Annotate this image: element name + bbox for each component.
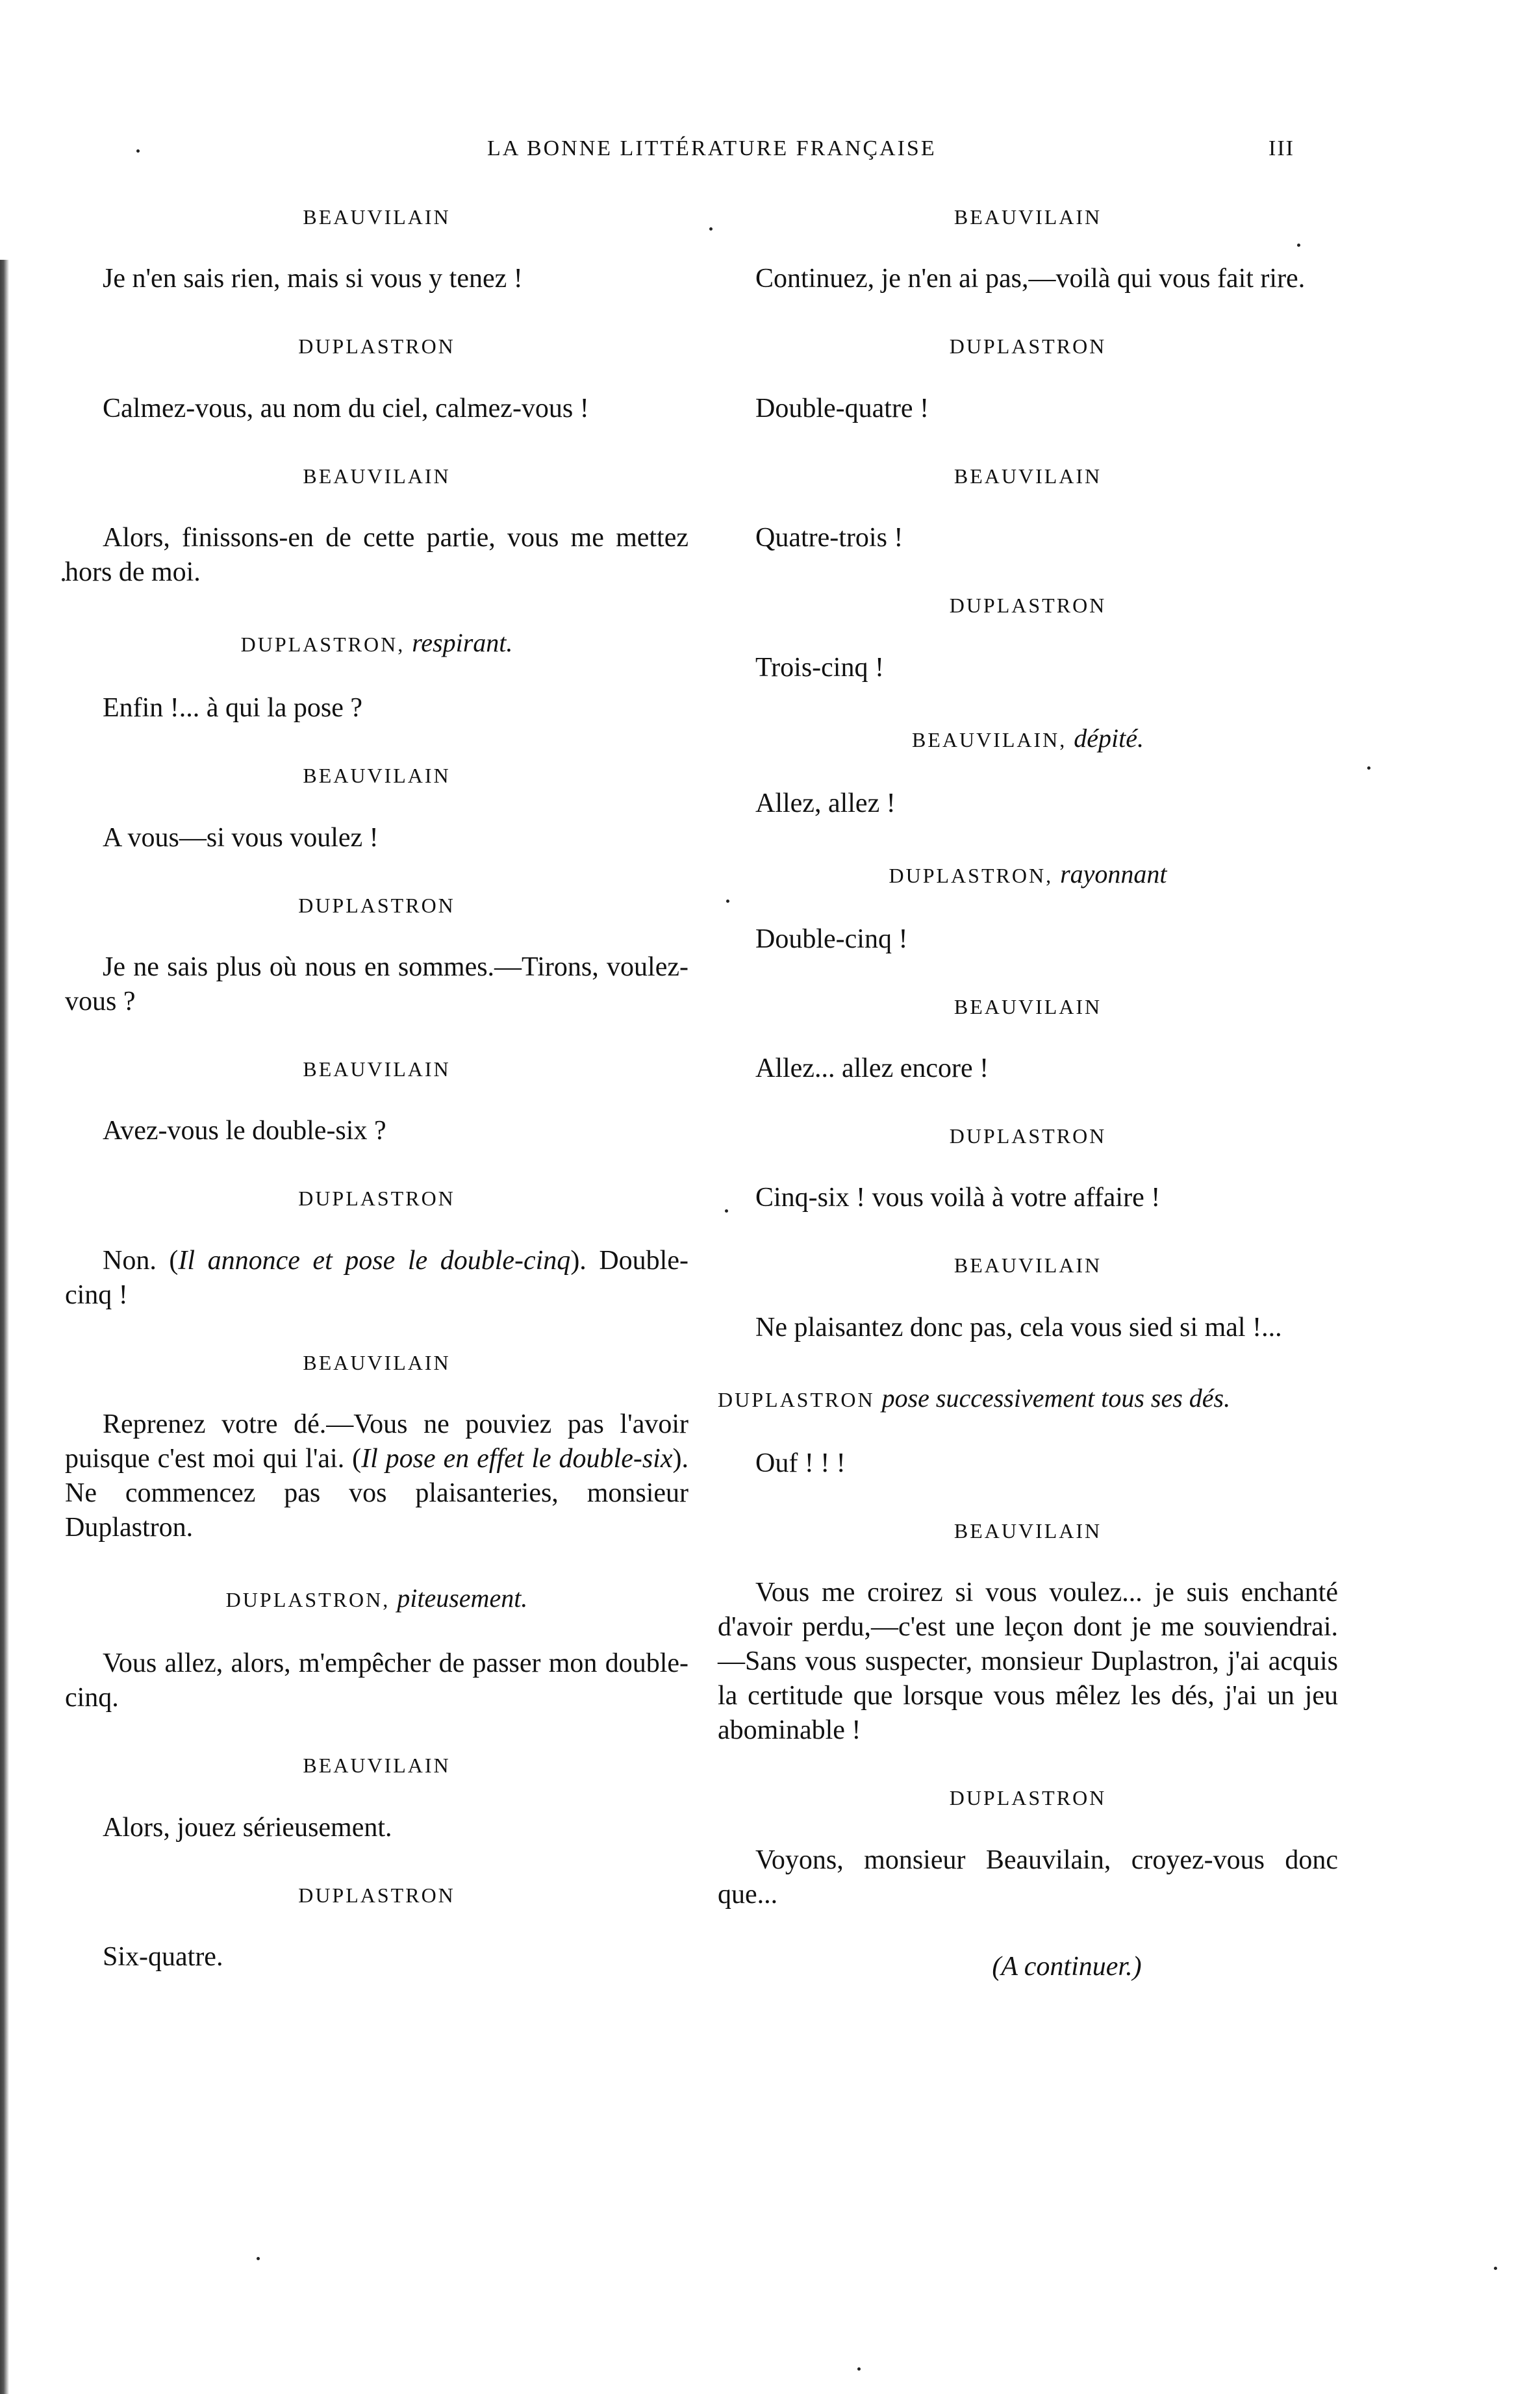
dialogue-line: Alors, jouez sérieusement. — [103, 1812, 392, 1843]
speaker-name: DUPLASTRON — [949, 1786, 1107, 1810]
dialogue-line: Continuez, je n'en ai pas,—voilà qui vous fait rire. — [755, 264, 1306, 294]
speaker-name: DUPLASTRON — [298, 1187, 455, 1211]
speaker-name: BEAUVILAIN — [953, 994, 1102, 1018]
dialogue-line: Je ne sais plus où nous en sommes.—Tirons, voulez-vous ? — [65, 951, 688, 1016]
scan-speck — [725, 1209, 728, 1213]
scan-speck — [1494, 2267, 1497, 2270]
dialogue-line — [65, 1244, 688, 1313]
speaker-name: BEAUVILAIN — [953, 1254, 1102, 1278]
speaker-with-direction — [65, 627, 688, 659]
dialogue-line: Ne plaisantez donc pas, cela vous sied si mal !... — [755, 1312, 1282, 1342]
closing-note: (A continuer.) — [992, 1951, 1142, 1982]
scan-speck — [726, 900, 729, 903]
speaker-name: BEAUVILAIN — [303, 205, 451, 229]
dialogue-text: Reprenez votre dé.—Vous ne pouviez pas l'avoir puisque c'est moi qui l'ai. ( — [65, 1409, 688, 1474]
speaker-name: DUPLASTRON — [718, 1387, 875, 1411]
right-column — [718, 205, 1338, 1984]
dialogue-text: ). Double-cinq ! — [65, 1245, 688, 1310]
stage-direction: rayonnant — [1060, 859, 1167, 888]
speaker-name: DUPLASTRON, — [889, 863, 1054, 887]
stage-direction: pose successivement tous ses dés. — [881, 1383, 1231, 1413]
speaker-with-direction — [718, 859, 1338, 890]
scan-speck — [1297, 244, 1300, 247]
speaker-name: BEAUVILAIN — [953, 464, 1102, 488]
left-column — [65, 205, 688, 2012]
speaker-name: BEAUVILAIN — [953, 1518, 1102, 1543]
scan-speck — [857, 2367, 861, 2371]
dialogue-line: Double-cinq ! — [755, 924, 908, 954]
dialogue-line — [65, 1407, 688, 1545]
to-be-continued — [718, 1950, 1338, 1984]
dialogue-line: A vous—si vous voulez ! — [103, 822, 379, 853]
dialogue-line: Allez... allez encore ! — [755, 1053, 989, 1083]
speaker-name: BEAUVILAIN — [953, 205, 1102, 229]
scan-speck — [257, 2257, 260, 2260]
dialogue-line: Voyons, monsieur Beauvilain, croyez-vous donc que... — [718, 1845, 1338, 1909]
dialogue-text: Non. ( — [103, 1245, 179, 1276]
stage-direction: Il pose en effet le double-six — [361, 1444, 673, 1474]
speaker-name: BEAUVILAIN, — [911, 727, 1067, 751]
scan-speck — [1367, 766, 1370, 770]
running-header — [0, 136, 1540, 169]
stage-direction: Il annonce et pose le double-cinq — [178, 1245, 571, 1276]
speaker-name: BEAUVILAIN — [303, 1057, 451, 1081]
stage-direction: dépité. — [1074, 723, 1144, 753]
dialogue-line: Cinq-six ! vous voilà à votre affaire ! — [755, 1183, 1161, 1213]
speaker-name: DUPLASTRON — [949, 334, 1107, 359]
stage-direction: respirant. — [412, 628, 513, 658]
speaker-name: DUPLASTRON — [949, 594, 1107, 618]
dialogue-line: Quatre-trois ! — [755, 523, 903, 553]
speaker-name: BEAUVILAIN — [303, 764, 451, 788]
dialogue-text: ). Ne commencez pas vos plaisanteries, monsieur Duplastron. — [65, 1444, 688, 1543]
speaker-name: BEAUVILAIN — [303, 1350, 451, 1374]
speaker-with-direction — [718, 1383, 1338, 1414]
scan-speck — [709, 227, 713, 231]
speaker-with-direction — [65, 1583, 688, 1614]
dialogue-line: Six-quatre. — [103, 1941, 223, 1972]
stage-direction: piteusement. — [397, 1583, 528, 1613]
page-number: III — [1269, 136, 1294, 160]
dialogue-line: Je n'en sais rien, mais si vous y tenez ! — [103, 264, 523, 294]
dialogue-line: Trois-cinq ! — [755, 652, 884, 683]
dialogue-line: Double-quatre ! — [755, 393, 929, 423]
dialogue-line: Ouf ! ! ! — [755, 1448, 846, 1478]
dialogue-line: Avez-vous le double-six ? — [103, 1116, 386, 1146]
dialogue-line: Alors, finissons-en de cette partie, vous me mettez hors de moi. — [65, 523, 688, 588]
speaker-name: DUPLASTRON, — [225, 1588, 390, 1612]
speaker-name: BEAUVILAIN — [303, 464, 451, 488]
dialogue-line: Vous me croirez si vous voulez... je suis enchanté d'avoir perdu,—c'est une leçon dont je me souviendrai.—Sans vous suspecter, monsieur Duplastron, j'ai acquis la certitude que lorsque vous mêlez les dés, j'ai un jeu abominable ! — [718, 1578, 1338, 1746]
scan-speck — [136, 149, 140, 153]
dialogue-line: Vous allez, alors, m'empêcher de passer mon double-cinq. — [65, 1648, 688, 1713]
binding-edge — [0, 260, 9, 2394]
dialogue-line: Calmez-vous, au nom du ciel, calmez-vous ! — [103, 393, 589, 423]
speaker-name: BEAUVILAIN — [303, 1754, 451, 1778]
running-title: LA BONNE LITTÉRATURE FRANÇAISE — [487, 136, 937, 160]
dialogue-line: Allez, allez ! — [755, 788, 896, 818]
speaker-name: DUPLASTRON — [298, 334, 455, 359]
speaker-with-direction — [718, 723, 1338, 754]
dialogue-line: Enfin !... à qui la pose ? — [103, 693, 363, 724]
speaker-name: DUPLASTRON — [298, 1883, 455, 1907]
speaker-name: DUPLASTRON — [298, 893, 455, 917]
speaker-name: DUPLASTRON, — [240, 633, 405, 657]
speaker-name: DUPLASTRON — [949, 1124, 1107, 1148]
scan-speck — [62, 578, 65, 581]
